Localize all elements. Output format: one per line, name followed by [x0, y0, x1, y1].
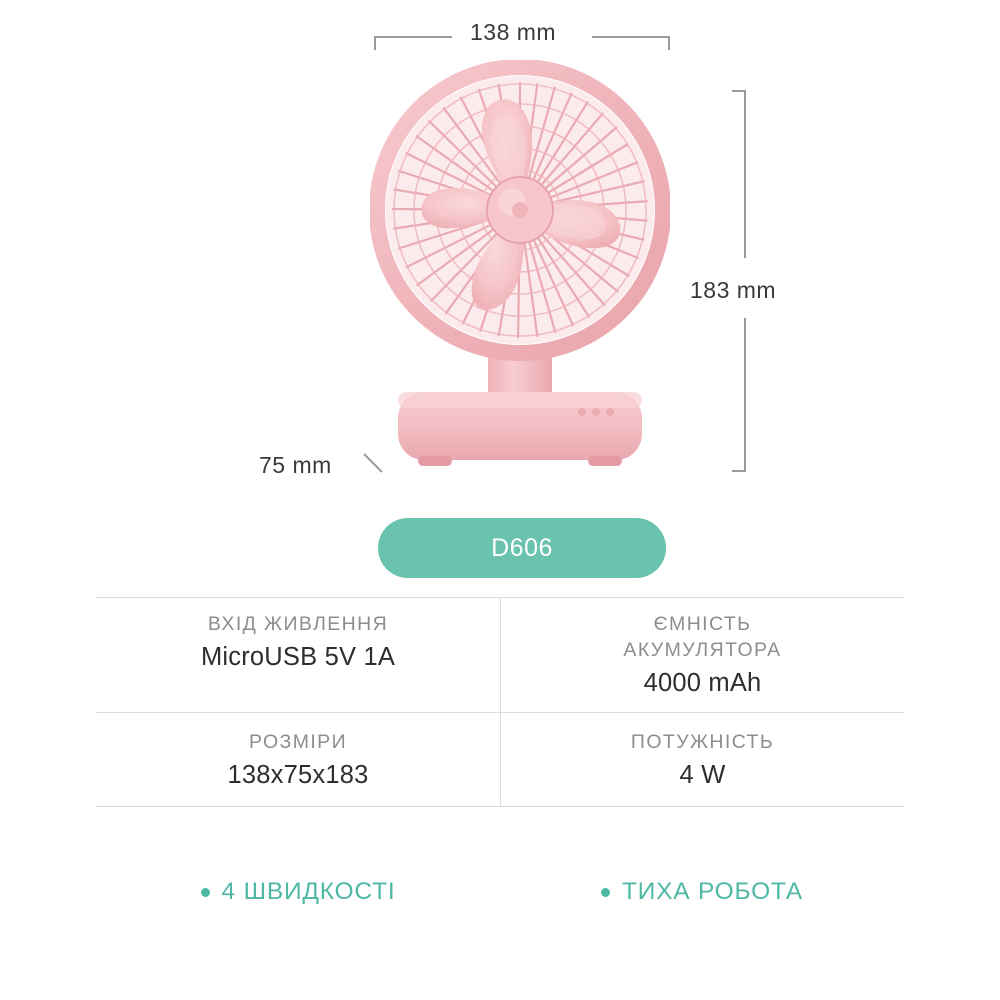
- spec-title: ВХІД ЖИВЛЕННЯ: [207, 613, 389, 635]
- list-item: [500, 878, 904, 906]
- spec-title: ПОТУЖНІСТЬ: [630, 731, 775, 753]
- spec-value: 4 W: [679, 761, 726, 789]
- spec-title: РОЗМІРИ: [248, 731, 347, 753]
- spec-value: 138x75x183: [227, 761, 369, 789]
- spec-cell-size: [96, 713, 500, 806]
- model-label: D606: [491, 533, 553, 562]
- feature-label: ТИХА РОБОТА: [621, 878, 804, 905]
- spec-cell-battery: [500, 598, 904, 712]
- spec-title-line2: АКУМУЛЯТОРА: [623, 639, 782, 661]
- model-badge: [378, 518, 666, 578]
- spec-cell-power-input: [96, 598, 500, 712]
- specifications-table: [96, 597, 904, 807]
- spec-cell-power: [500, 713, 904, 806]
- table-row: [96, 712, 904, 807]
- feature-label: 4 ШВИДКОСТІ: [221, 878, 396, 905]
- feature-list: [96, 878, 904, 906]
- bullet-dot-icon: [601, 888, 610, 897]
- list-item: [96, 878, 500, 906]
- spec-title-line1: ЄМНІСТЬ: [653, 613, 752, 635]
- fan-product-image: [370, 60, 670, 480]
- height-dimension-label: 183 mm: [690, 277, 777, 303]
- spec-value: MicroUSB 5V 1A: [200, 643, 396, 671]
- table-row: [96, 597, 904, 712]
- width-dimension-label: 138 mm: [470, 19, 557, 45]
- depth-dimension-label: 75 mm: [259, 452, 332, 478]
- spec-value: 4000 mAh: [643, 669, 762, 697]
- bullet-dot-icon: [201, 888, 210, 897]
